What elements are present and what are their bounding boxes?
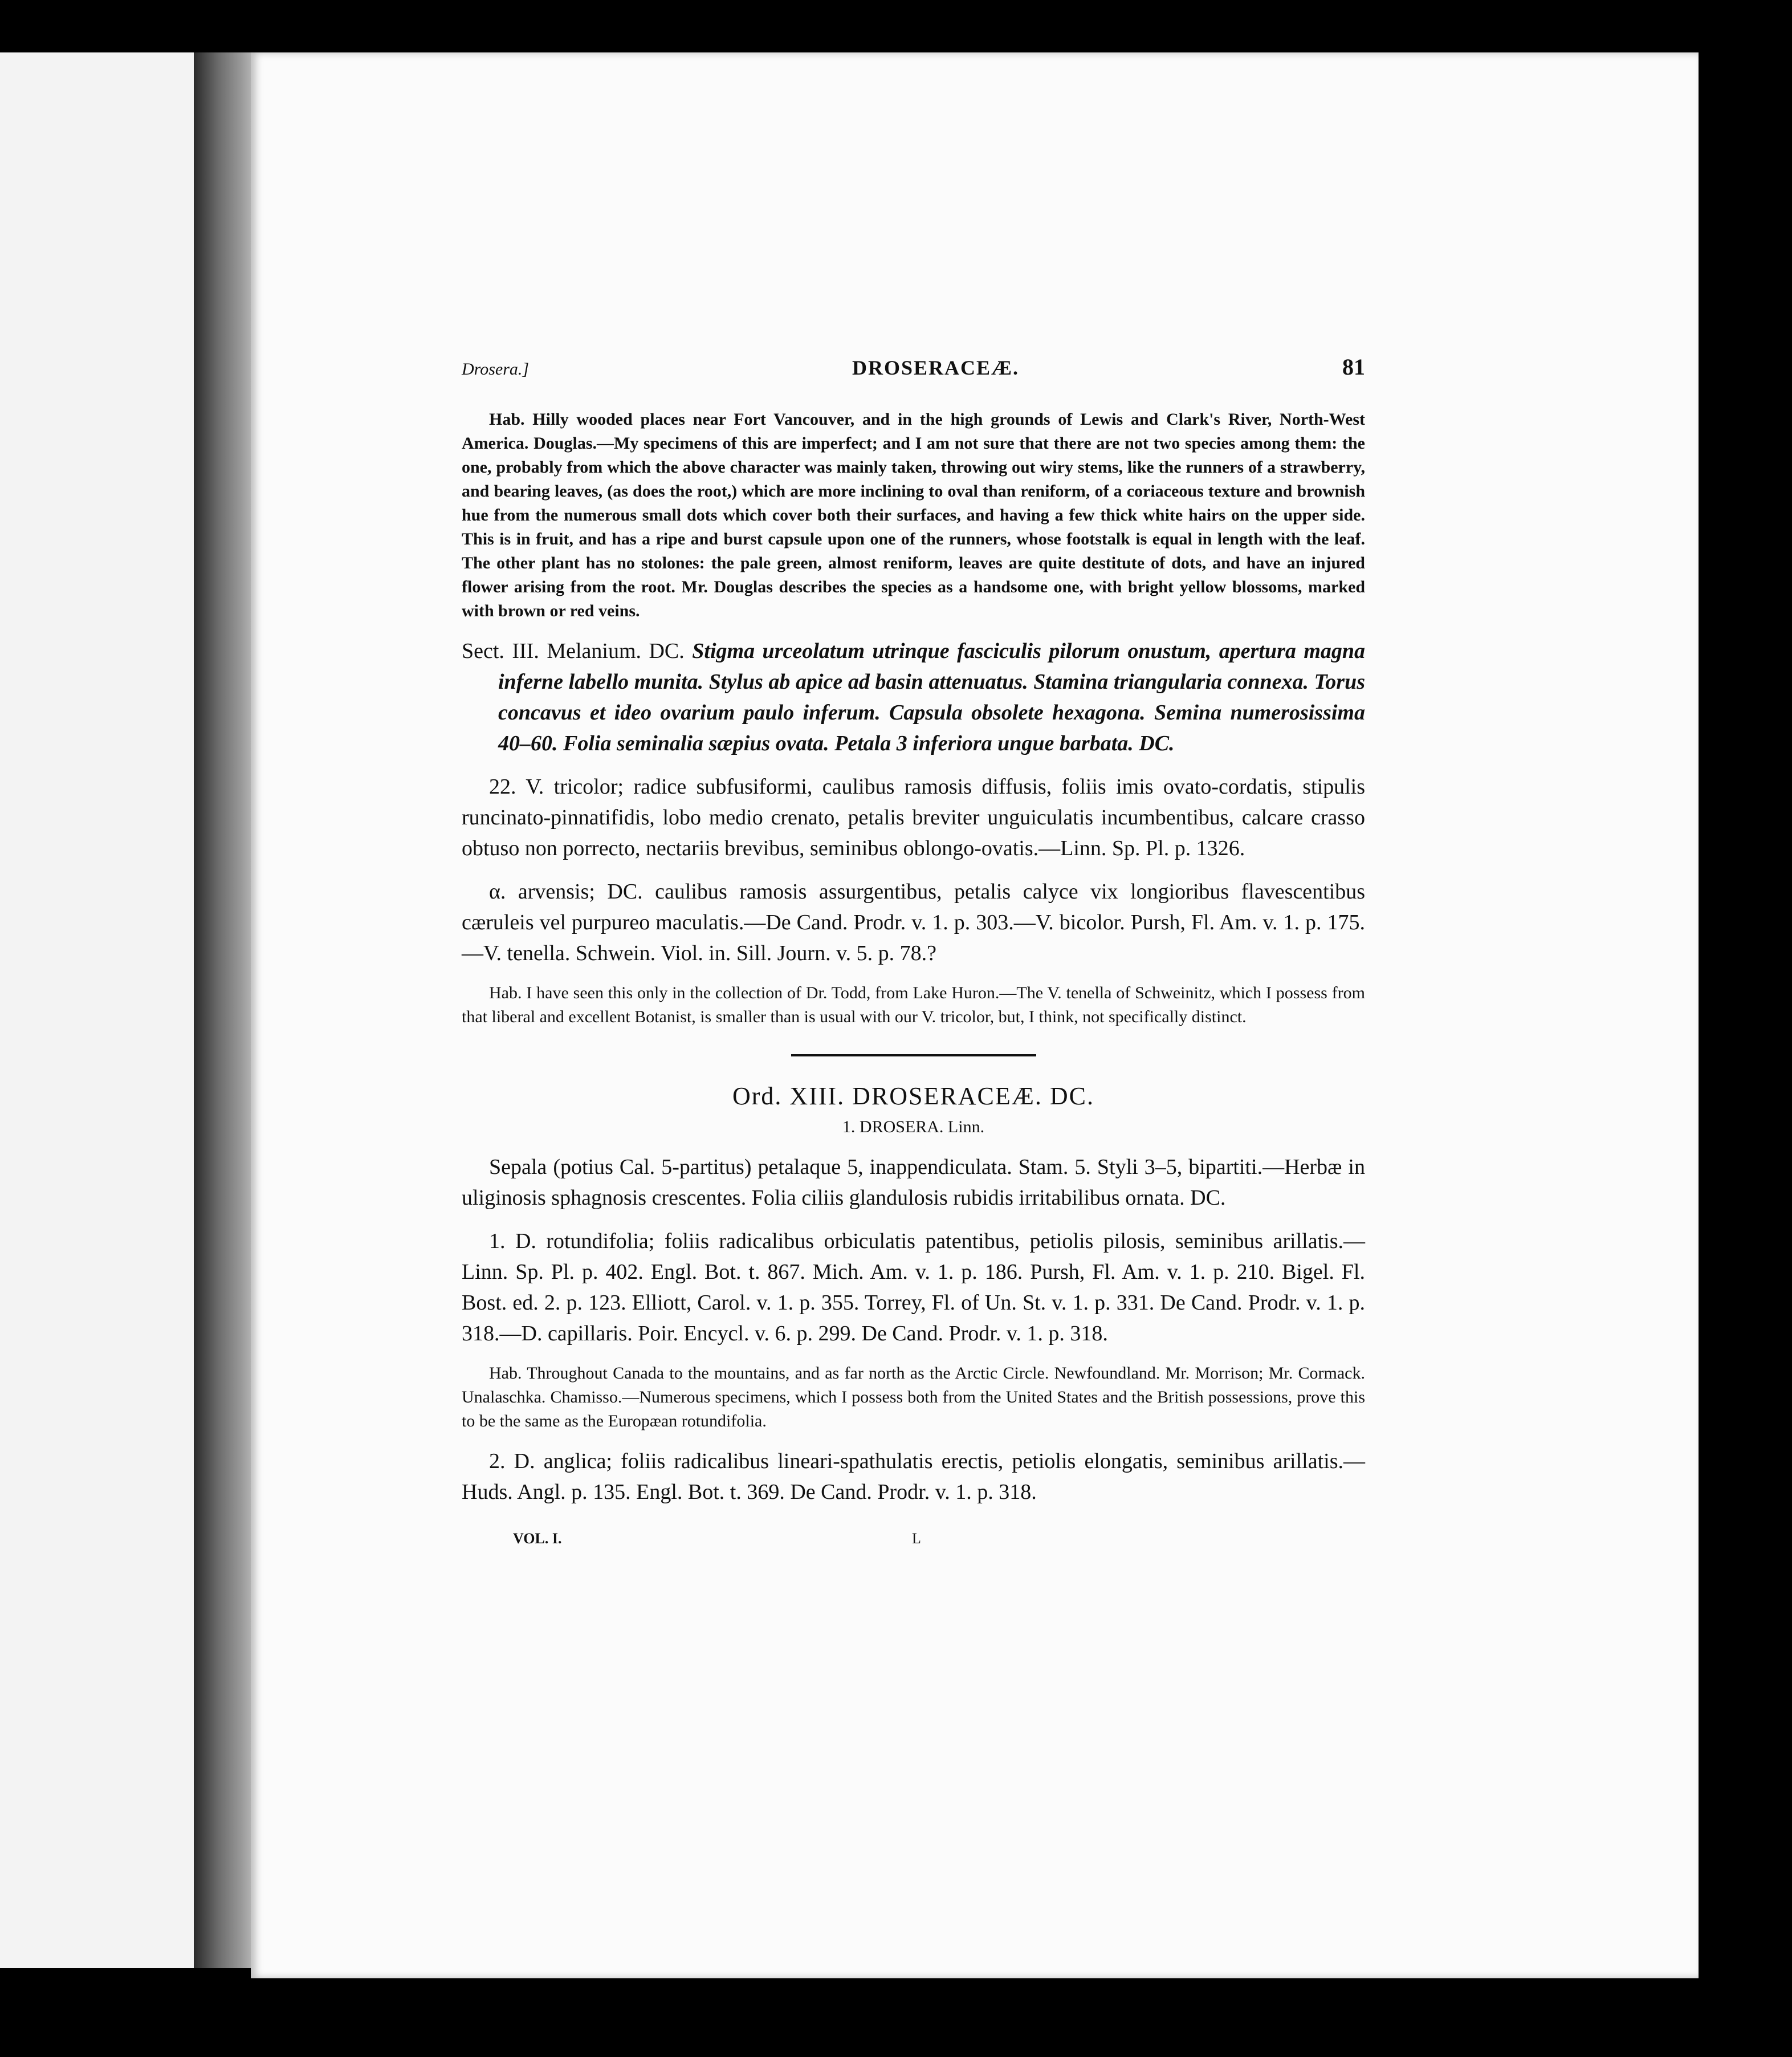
habitat-paragraph-1: Hab. Hilly wooded places near Fort Vancouver, and in the high grounds of Lewis and Clark's River, North-West America. Douglas.—My specimens of this are imperfect; and I am not sure that there are not two species among them: the one, probably from which the above character was mainly taken, throwing out wiry stems, like the runners of a strawberry, and bearing leaves, (as does the root,) which are more inclining to oval than reniform, of a coriaceous texture and brownish hue from the numerous small dots which cover both their surfaces, and having a few thick white hairs on the upper side. This is in fruit, and has a ripe and burst capsule upon one of the runners, whose footstalk is equal in length with the leaf. The other plant has no stolones: the pale green, almost reniform, leaves are quite destitute of dots, and have an injured flower arising from the root. Mr. Douglas describes the species as a handsome one, with bright yellow blossoms, marked with brown or red veins. [462, 410, 1365, 620]
running-head [462, 353, 1365, 380]
order-heading: Ord. XIII. DROSERACEÆ. DC. [732, 1082, 1094, 1110]
species-2-entry: 2. D. anglica; foliis radicalibus lineari-spathulatis erectis, petiolis elongatis, seminibus arillatis.—Huds. Angl. p. 135. Engl. Bot. t. 369. De Cand. Prodr. v. 1. p. 318. [462, 1449, 1365, 1504]
facing-page-edge [0, 52, 194, 1968]
genus-heading: 1. DROSERA. Linn. [842, 1117, 985, 1136]
page-number: 81 [1342, 354, 1365, 380]
section-3-label: Sect. III. Melanium. DC. [462, 639, 685, 663]
variety-alpha-entry: α. arvensis; DC. caulibus ramosis assurgentibus, petalis calyce vix longioribus flavescentibus cæruleis vel purpureo maculatis.—De Cand. Prodr. v. 1. p. 303.—V. bicolor. Pursh, Fl. Am. v. 1. p. 175.—V. tenella. Schwein. Viol. in. Sill. Journ. v. 5. p. 78.? [462, 880, 1365, 965]
section-3-text: Stigma urceolatum utrinque fasciculis pilorum onustum, apertura magna inferne labello munita. Stylus ab apice ad basin attenuatus. Stamina triangularia connexa. Torus concavus et ideo ovarium paulo inferum. Capsula obsolete hexagona. Semina numerosissima 40–60. Folia seminalia sæpius ovata. Petala 3 inferiora ungue barbata. DC. [498, 639, 1366, 755]
genus-description: Sepala (potius Cal. 5-partitus) petalaque 5, inappendiculata. Stam. 5. Styli 3–5, bipartiti.—Herbæ in uliginosis sphagnosis crescentes. Folia ciliis glandulosis rubidis irritabilibus ornata. DC. [462, 1155, 1365, 1210]
page-content [462, 353, 1365, 1553]
section-3-description [462, 636, 1365, 759]
section-divider [791, 1054, 1036, 1056]
habitat-paragraph-3: Hab. Throughout Canada to the mountains, and as far north as the Arctic Circle. Newfoundland. Mr. Morrison; Mr. Cormack. Unalaschka. Chamisso.—Numerous specimens, which I possess both from the United States and the British possessions, prove this to be the same as the Europæan rotundifolia. [462, 1364, 1365, 1430]
species-22-entry: 22. V. tricolor; radice subfusiformi, caulibus ramosis diffusis, foliis imis ovato-cordatis, stipulis runcinato-pinnatifidis, lobo medio crenato, petalis breviter unguiculatis incumbentibus, calcare crasso obtuso non porrecto, nectariis brevibus, seminibus oblongo-ovatis.—Linn. Sp. Pl. p. 1326. [462, 775, 1365, 860]
page-footer [462, 1530, 1365, 1553]
volume-label: VOL. I. [513, 1530, 562, 1547]
running-head-title: DROSERACEÆ. [852, 356, 1020, 379]
habitat-paragraph-2: Hab. I have seen this only in the collection of Dr. Todd, from Lake Huron.—The V. tenella of Schweinitz, which I possess from that liberal and excellent Botanist, is smaller than is usual with our V. tricolor, but, I think, not specifically distinct. [462, 983, 1365, 1026]
species-1-entry: 1. D. rotundifolia; foliis radicalibus orbiculatis patentibus, petiolis pilosis, seminibus arillatis.—Linn. Sp. Pl. p. 402. Engl. Bot. t. 867. Mich. Am. v. 1. p. 186. Pursh, Fl. Am. v. 1. p. 210. Bigel. Fl. Bost. ed. 2. p. 123. Elliott, Carol. v. 1. p. 355. Torrey, Fl. of Un. St. v. 1. p. 331. De Cand. Prodr. v. 1. p. 318.—D. capillaris. Poir. Encycl. v. 6. p. 299. De Cand. Prodr. v. 1. p. 318. [462, 1229, 1365, 1345]
running-head-left: Drosera.] [462, 360, 530, 379]
signature-mark: L [912, 1530, 921, 1547]
